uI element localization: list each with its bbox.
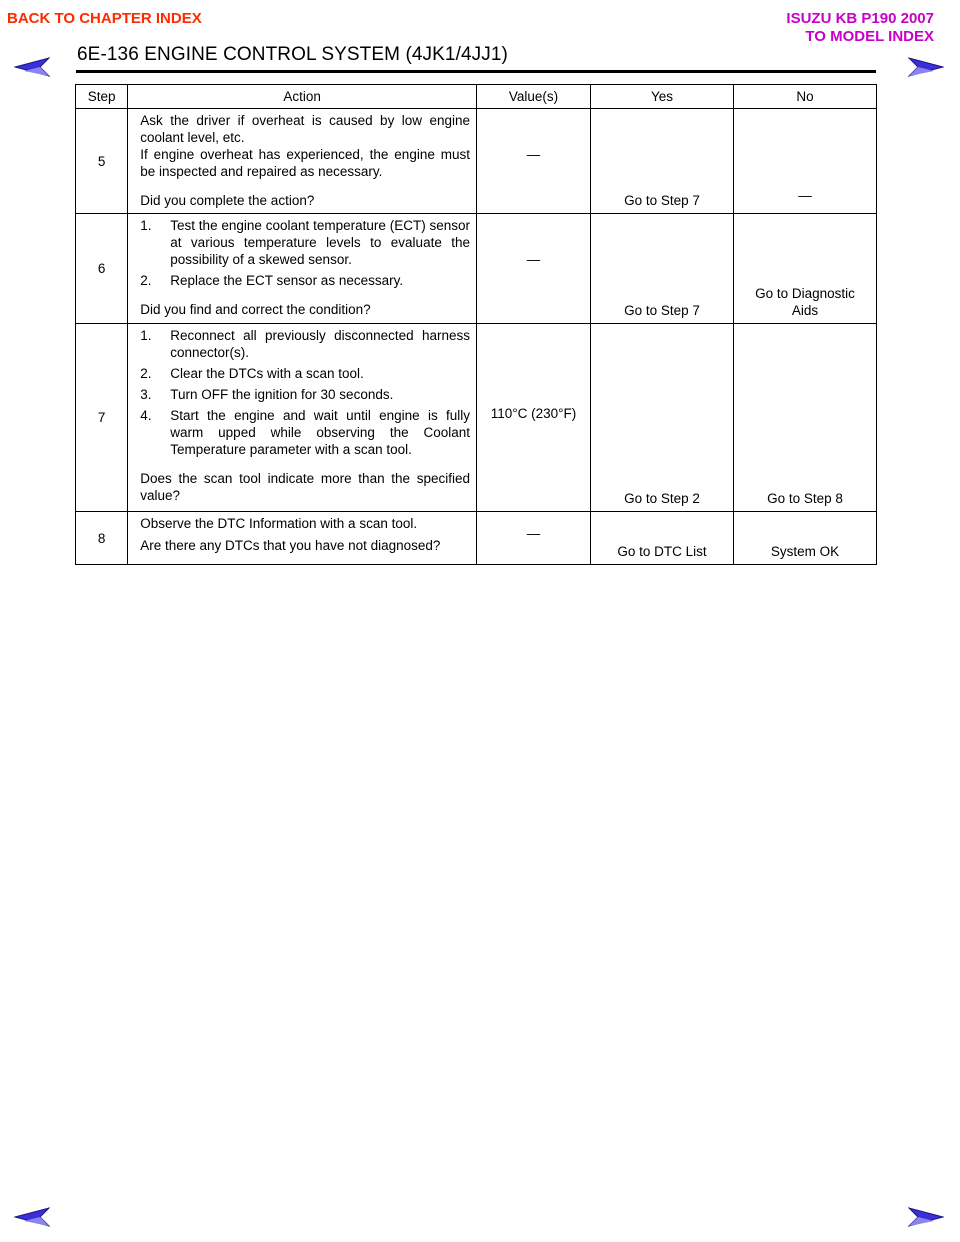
list-item-text: Clear the DTCs with a scan tool. xyxy=(170,366,364,381)
list-item-number: 2. xyxy=(140,273,152,288)
no-text: Go to Step 8 xyxy=(767,491,843,506)
step-number: 5 xyxy=(76,109,128,214)
no-cell xyxy=(734,512,877,565)
list-item-number: 3. xyxy=(140,387,152,402)
header-rule xyxy=(76,70,876,73)
step-number: 7 xyxy=(76,324,128,512)
no-cell xyxy=(734,109,877,214)
yes-text: Go to DTC List xyxy=(617,544,707,559)
list-item-text: Test the engine coolant temperature (ECT) sensor at various temperature levels to evaluate the possibility of a skewed sensor. xyxy=(170,218,471,267)
table-row xyxy=(76,512,877,565)
previous-page-arrow-icon[interactable] xyxy=(14,1206,50,1228)
diagnostic-table xyxy=(75,84,877,565)
column-header-yes: Yes xyxy=(590,85,733,109)
list-item xyxy=(140,365,470,382)
action-question: Did you complete the action? xyxy=(140,193,315,208)
action-text: If engine overheat has experienced, the engine must be inspected and repaired as necessary. xyxy=(140,147,471,179)
table-row xyxy=(76,214,877,324)
list-item xyxy=(140,327,470,361)
list-item-number: 1. xyxy=(140,328,152,343)
step-number: 8 xyxy=(76,512,128,565)
list-item-number: 4. xyxy=(140,408,152,423)
action-cell xyxy=(128,109,477,214)
value-text: — xyxy=(526,147,541,162)
to-model-index-link[interactable]: TO MODEL INDEX xyxy=(805,28,934,45)
next-page-arrow-icon[interactable] xyxy=(908,1206,944,1228)
list-item-text: Start the engine and wait until engine is fully warm upped while observing the Coolant Temperature parameter with a scan tool. xyxy=(170,408,471,457)
table-header-row xyxy=(76,85,877,109)
action-question: Are there any DTCs that you have not diagnosed? xyxy=(140,538,441,553)
yes-cell xyxy=(590,512,733,565)
yes-text: Go to Step 7 xyxy=(624,303,700,318)
list-item xyxy=(140,386,470,403)
list-item xyxy=(140,272,470,289)
list-item-text: Turn OFF the ignition for 30 seconds. xyxy=(170,387,394,402)
table-row xyxy=(76,109,877,214)
value-cell xyxy=(477,512,591,565)
list-item-text: Replace the ECT sensor as necessary. xyxy=(170,273,404,288)
model-title-link[interactable]: ISUZU KB P190 2007 xyxy=(786,10,934,27)
yes-cell xyxy=(590,214,733,324)
table-row xyxy=(76,324,877,512)
action-text: Observe the DTC Information with a scan tool. xyxy=(140,516,418,531)
column-header-action: Action xyxy=(128,85,477,109)
value-text: — xyxy=(526,526,541,541)
action-cell xyxy=(128,214,477,324)
yes-cell xyxy=(590,109,733,214)
column-header-no: No xyxy=(734,85,877,109)
page-header-title: 6E-136 ENGINE CONTROL SYSTEM (4JK1/4JJ1) xyxy=(77,44,508,65)
action-question: Did you find and correct the condition? xyxy=(140,302,371,317)
value-text: 110°C (230°F) xyxy=(490,406,577,421)
list-item xyxy=(140,217,470,268)
value-text: — xyxy=(526,252,541,267)
action-text: Ask the driver if overheat is caused by low engine coolant level, etc. xyxy=(140,113,471,145)
no-cell xyxy=(734,324,877,512)
action-cell xyxy=(128,512,477,565)
value-cell xyxy=(477,214,591,324)
yes-text: Go to Step 2 xyxy=(624,491,700,506)
column-header-values: Value(s) xyxy=(477,85,591,109)
column-header-step: Step xyxy=(76,85,128,109)
value-cell xyxy=(477,109,591,214)
yes-text: Go to Step 7 xyxy=(624,193,700,208)
previous-page-arrow-icon[interactable] xyxy=(14,56,50,78)
no-cell xyxy=(734,214,877,324)
list-item-number: 1. xyxy=(140,218,152,233)
list-item xyxy=(140,407,470,458)
no-text: Go to Diagnostic Aids xyxy=(755,286,855,318)
action-cell xyxy=(128,324,477,512)
list-item-text: Reconnect all previously disconnected harness connector(s). xyxy=(170,328,471,360)
no-text: System OK xyxy=(770,544,840,559)
list-item-number: 2. xyxy=(140,366,152,381)
value-cell xyxy=(477,324,591,512)
no-text: — xyxy=(798,188,812,203)
yes-cell xyxy=(590,324,733,512)
action-question: Does the scan tool indicate more than the specified value? xyxy=(140,471,471,503)
step-number: 6 xyxy=(76,214,128,324)
back-to-chapter-index-link[interactable]: BACK TO CHAPTER INDEX xyxy=(7,10,202,27)
next-page-arrow-icon[interactable] xyxy=(908,56,944,78)
